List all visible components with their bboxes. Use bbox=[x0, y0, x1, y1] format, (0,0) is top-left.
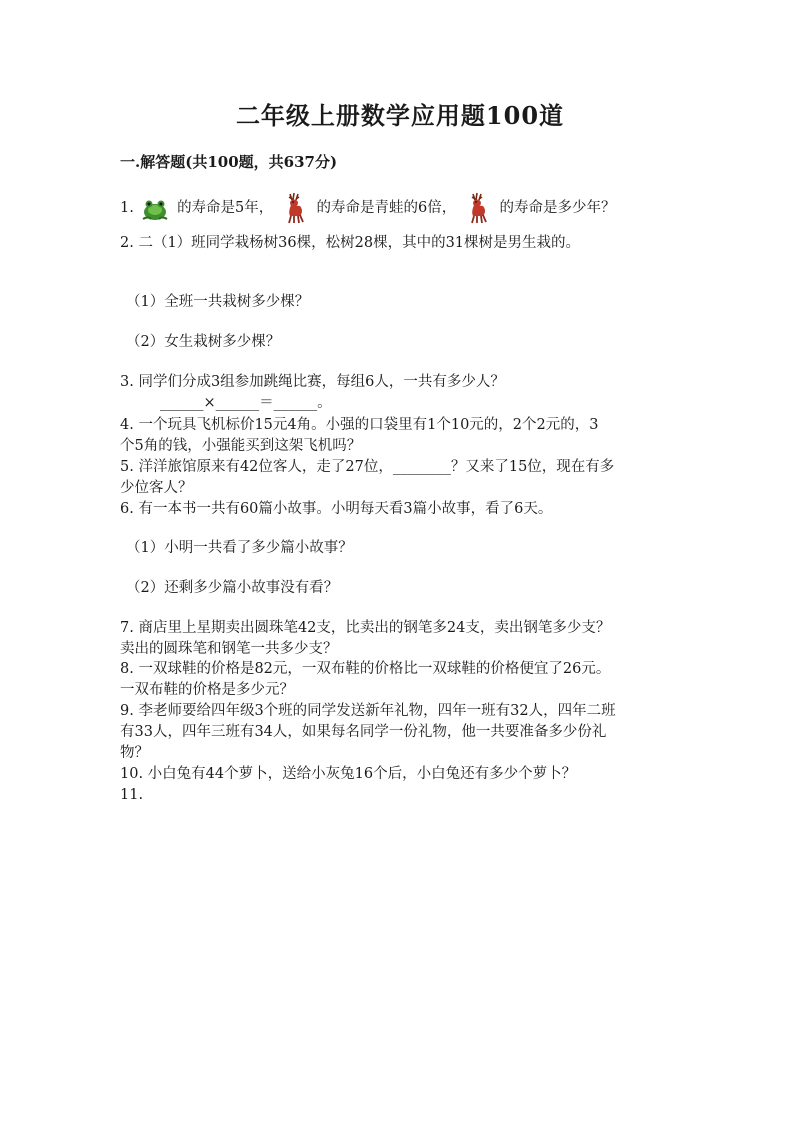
question-number: 1. bbox=[120, 200, 134, 216]
question-8-line-1: 8. 一双球鞋的价格是82元，一双布鞋的价格比一双球鞋的价格便宜了26元。 bbox=[120, 661, 611, 677]
page-title: 二年级上册数学应用题100道 bbox=[235, 101, 565, 130]
question-5-line-2: 少位客人？ bbox=[120, 480, 193, 496]
question-7-line-2: 卖出的圆珠笔和钢笔一共多少支？ bbox=[120, 641, 338, 657]
section-heading: 一.解答题(共100题，共637分) bbox=[120, 153, 338, 171]
question-7-line-1: 7. 商店里上星期卖出圆珠笔42支，比卖出的钢笔多24支，卖出钢笔多少支？ bbox=[120, 620, 611, 636]
question-2: 2. 二（1）班同学栽杨树36棵，松树28棵，其中的31棵树是男生栽的。 bbox=[120, 235, 581, 251]
question-3: 3. 同学们分成3组参加跳绳比赛，每组6人，一共有多少人？ bbox=[120, 374, 505, 390]
question-6-part-2: （2）还剩多少篇小故事没有看？ bbox=[126, 580, 339, 596]
frog-icon bbox=[140, 192, 170, 224]
question-1: 1. 的寿命是5年， 的寿命是青蛙的6倍， 的寿命是多少年？ bbox=[120, 192, 615, 224]
question-4-line-2: 个5角的钱，小强能买到这架飞机吗？ bbox=[120, 438, 362, 454]
question-3-formula: ______×______＝______。 bbox=[160, 395, 332, 411]
question-10: 10. 小白兔有44个萝卜，送给小灰兔16个后，小白兔还有多少个萝卜？ bbox=[120, 766, 577, 782]
question-4-line-1: 4. 一个玩具飞机标价15元4角。小强的口袋里有1个10元的，2个2元的，3 bbox=[120, 417, 599, 433]
deer-icon bbox=[463, 192, 493, 224]
question-9-line-3: 物？ bbox=[120, 745, 149, 761]
question-6: 6. 有一本书一共有60篇小故事。小明每天看3篇小故事，看了6天。 bbox=[120, 501, 553, 517]
question-6-part-1: （1）小明一共看了多少篇小故事？ bbox=[126, 540, 353, 556]
question-8-line-2: 一双布鞋的价格是多少元？ bbox=[120, 682, 294, 698]
question-9-line-2: 有33人，四年三班有34人，如果每名同学一份礼物，他一共要准备多少份礼 bbox=[120, 724, 607, 740]
question-5-line-1: 5. 洋洋旅馆原来有42位客人，走了27位，________？又来了15位，现在有多 bbox=[120, 459, 615, 475]
question-11: 11. bbox=[120, 787, 144, 803]
question-2-part-1: （1）全班一共栽树多少棵？ bbox=[126, 294, 310, 310]
question-9-line-1: 9. 李老师要给四年级3个班的同学发送新年礼物，四年一班有32人，四年二班 bbox=[120, 703, 616, 719]
deer-icon bbox=[280, 192, 310, 224]
question-2-part-2: （2）女生栽树多少棵？ bbox=[126, 334, 281, 350]
